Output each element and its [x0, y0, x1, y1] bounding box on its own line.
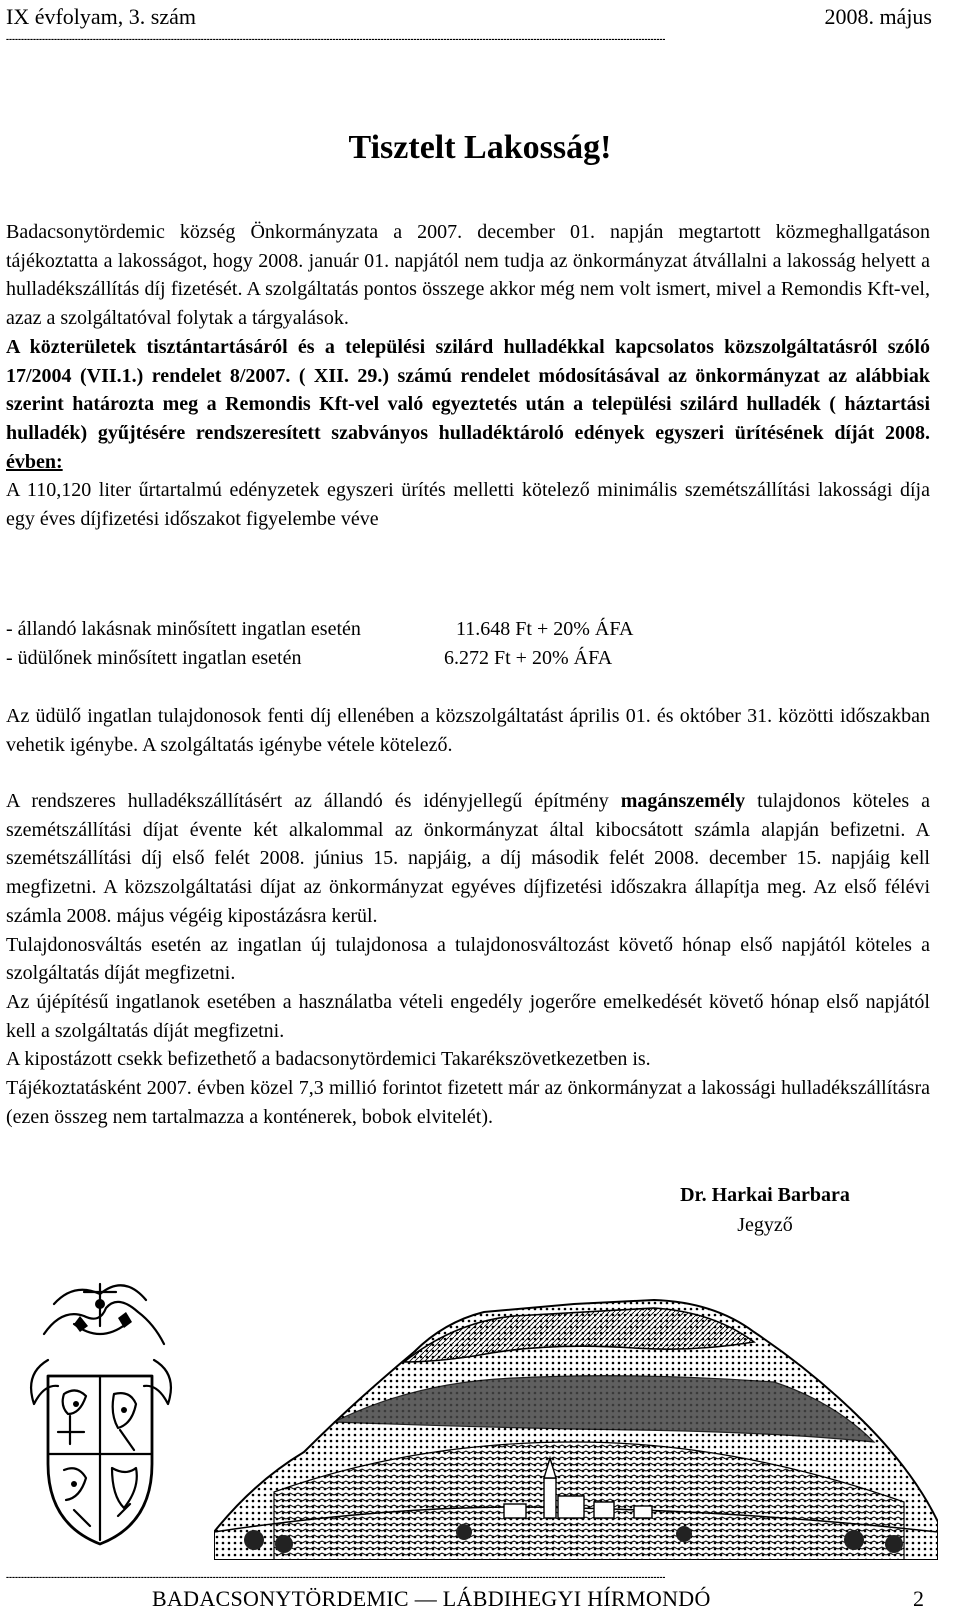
fee-row — [6, 615, 930, 644]
cheque-paragraph: A kipostázott csekk befizethető a badacsonytördemici Takarékszövetkezetben is. — [6, 1048, 651, 1071]
coat-of-arms-icon — [14, 1264, 186, 1552]
hill-landscape-icon — [214, 1282, 938, 1560]
publication-title: BADACSONYTÖRDEMIC — LÁBDIHEGYI HÍRMONDÓ — [152, 1586, 711, 1611]
payment-paragraph — [6, 787, 930, 931]
body-block-2 — [6, 787, 930, 1131]
fee-value: 11.648 Ft + 20% ÁFA — [456, 618, 634, 640]
fee-basis-paragraph: A 110,120 liter űrtartalmú edényzetek egyszeri ürítés melletti kötelező minimális szemétszállítási lakossági díja egy éves díjfizetési időszakot figyelembe véve — [6, 479, 930, 531]
header-separator: ---------------------------------------------------------------------------------------------------------------------------------------------------------------------------------------------------------------------------- — [6, 34, 666, 44]
fee-row — [6, 644, 930, 673]
fee-value: 6.272 Ft + 20% ÁFA — [444, 647, 613, 669]
signer-role: Jegyző — [737, 1214, 793, 1236]
owner-change-paragraph: Tulajdonosváltás esetén az ingatlan új tulajdonosa a tulajdonosváltozást követő hónap első napjától köteles a szolgáltatás díját megfizetni. — [6, 933, 930, 985]
signer-name: Dr. Harkai Barbara — [680, 1184, 850, 1206]
intro-paragraph: Badacsonytördemic község Önkormányzata a 2007. december 01. napján megtartott közmeghallgatáson tájékoztatta a lakosságot, hogy 2008. január 01. napjától nem tudja az önkormányzat átvállalni a lakosság helyett a hulladékszállítás díj fizetését. A szolgáltatás pontos összege akkor még nem volt ismert, mivel a Remondis Kft-vel, azaz a szolgáltatóval folytak a tárgyalások. — [6, 221, 930, 330]
footer-separator: ---------------------------------------------------------------------------------------------------------------------------------------------------------------------------------------------------------------------------- — [6, 1572, 666, 1582]
page-number: 2 — [913, 1586, 924, 1611]
page-header — [6, 4, 932, 30]
payment-text-a: A rendszeres hulladékszállításért az állandó és idényjellegű építmény — [6, 790, 621, 812]
new-building-paragraph: Az újépítésű ingatlanok esetében a használatba vételi engedély jogerőre emelkedését követő hónap első napjától kell a szolgáltatás díját megfizetni. — [6, 990, 930, 1042]
holiday-paragraph-block — [6, 702, 930, 759]
holiday-paragraph: Az üdülő ingatlan tulajdonosok fenti díj ellenében a közszolgáltatást április 01. és október 31. közötti időszakban vehetik igénybe. A szolgáltatás igénybe vétele kötelező. — [6, 705, 930, 756]
body-block-1 — [6, 218, 930, 534]
page-title: Tisztelt Lakosság! — [348, 129, 612, 166]
fee-label: - állandó lakásnak minősített ingatlan esetén — [6, 618, 361, 640]
signature-block — [620, 1180, 910, 1240]
regulation-text: A közterületek tisztántartásáról és a települési szilárd hulladékkal kapcsolatos közszolgáltatásról szóló 17/2004 (VII.1.) rendelet 8/2007. ( XII. 29.) számú rendelet módosításával az önkormányzat az alábbiak szerint határozta meg a Remondis Kft-vel való egyeztetés után a települési szilárd hulladék ( háztartási hulladék) gyűjtésére rendszeresített szabványos hulladéktároló edények egyszeri ürítésének díját 2008. — [6, 335, 930, 444]
fee-label: - üdülőnek minősített ingatlan esetén — [6, 647, 302, 669]
issue-label: IX évfolyam, 3. szám — [6, 4, 196, 29]
fee-list — [6, 615, 930, 673]
private-person-bold: magánszemély — [620, 790, 746, 812]
regulation-paragraph — [6, 333, 930, 477]
regulation-year-underlined: évben: — [6, 450, 63, 473]
payment-text-b: tulajdonos köteles a szemétszállítási díjat évente két alkalommal az önkormányzat által kibocsátott számla alapján befizetni. A szemétszállítási díj első felét 2008. június 15. napjáig, a díj második felét 2008. december 15. napjáig kell megfizetni. A közszolgáltatási díjat az önkormányzat egyéves díjfizetési időszakra állapítja meg. Az első félévi számla 2008. május végéig kipostázásra kerül. — [6, 790, 931, 927]
info-paragraph: Tájékoztatásként 2007. évben közel 7,3 millió forintot fizetett már az önkormányzat a lakossági hulladékszállításra (ezen összeg nem tartalmazza a konténerek, bobok elvitelét). — [6, 1077, 930, 1128]
issue-date: 2008. május — [824, 4, 932, 29]
